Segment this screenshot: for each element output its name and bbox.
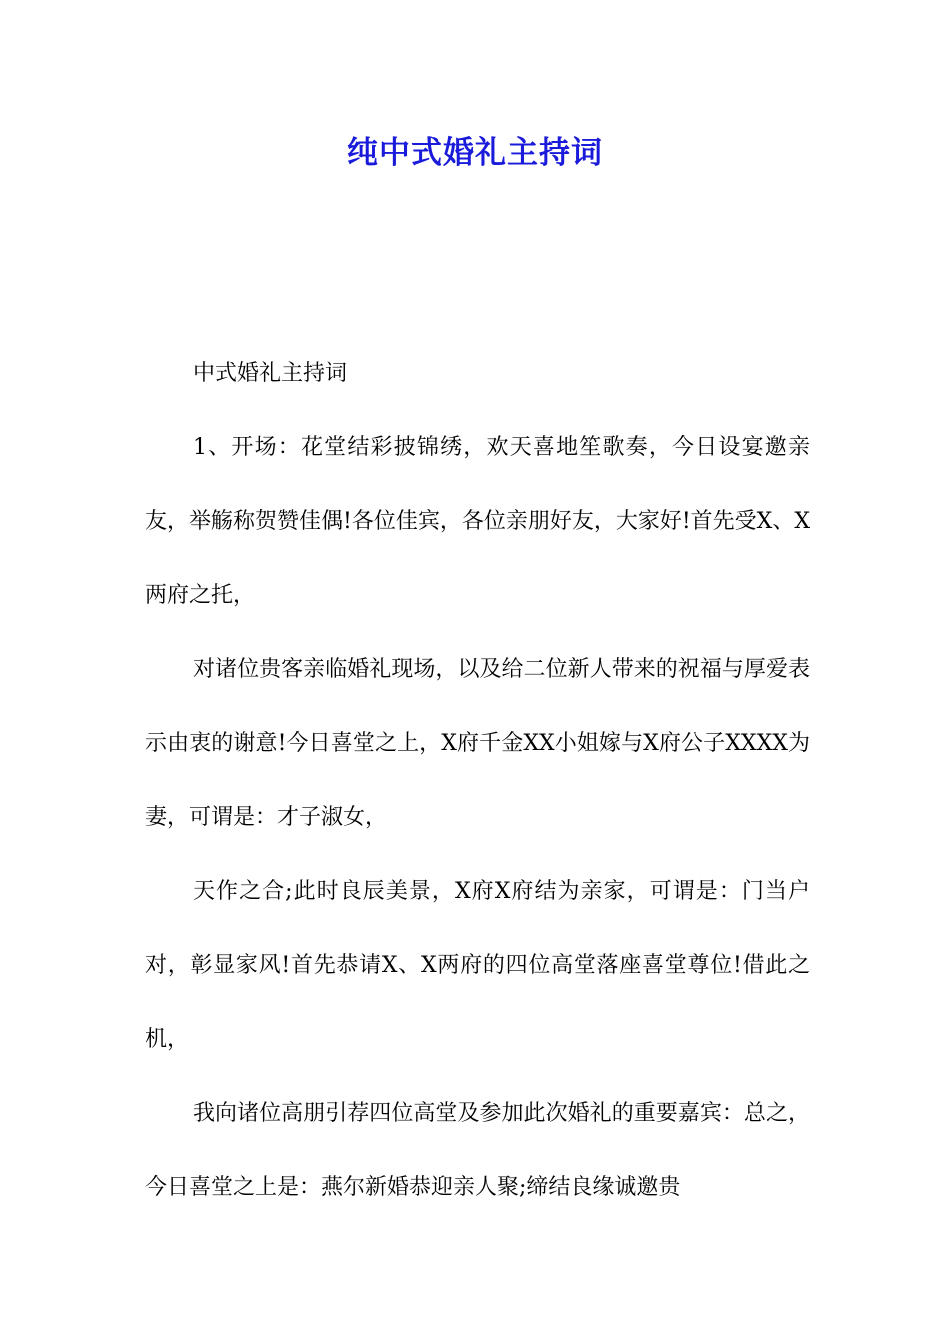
- paragraph: 我向诸位高朋引荐四位高堂及参加此次婚礼的重要嘉宾：总之，今日喜堂之上是：燕尔新婚恭迎亲人聚;缔结良缘诚邀贵: [145, 1101, 810, 1200]
- paragraph-heading: 中式婚礼主持词: [193, 361, 348, 386]
- paragraph: 天作之合;此时良辰美景，X府X府结为亲家，可谓是：门当户对，彰显家风!首先恭请X、X两府的四位高堂落座喜堂尊位!借此之机，: [145, 879, 810, 1052]
- document-title: 纯中式婚礼主持词: [347, 135, 603, 171]
- document-body: [145, 337, 810, 1225]
- paragraph: 对诸位贵客亲临婚礼现场，以及给二位新人带来的祝福与厚爱表示由衷的谢意!今日喜堂之上，X府千金XX小姐嫁与X府公子XXXX为妻，可谓是：才子淑女，: [145, 657, 810, 830]
- paragraph: 1、开场：花堂结彩披锦绣，欢天喜地笙歌奏，今日设宴邀亲友，举觞称贺赞佳偶!各位佳宾，各位亲朋好友，大家好!首先受X、X两府之托，: [145, 435, 811, 608]
